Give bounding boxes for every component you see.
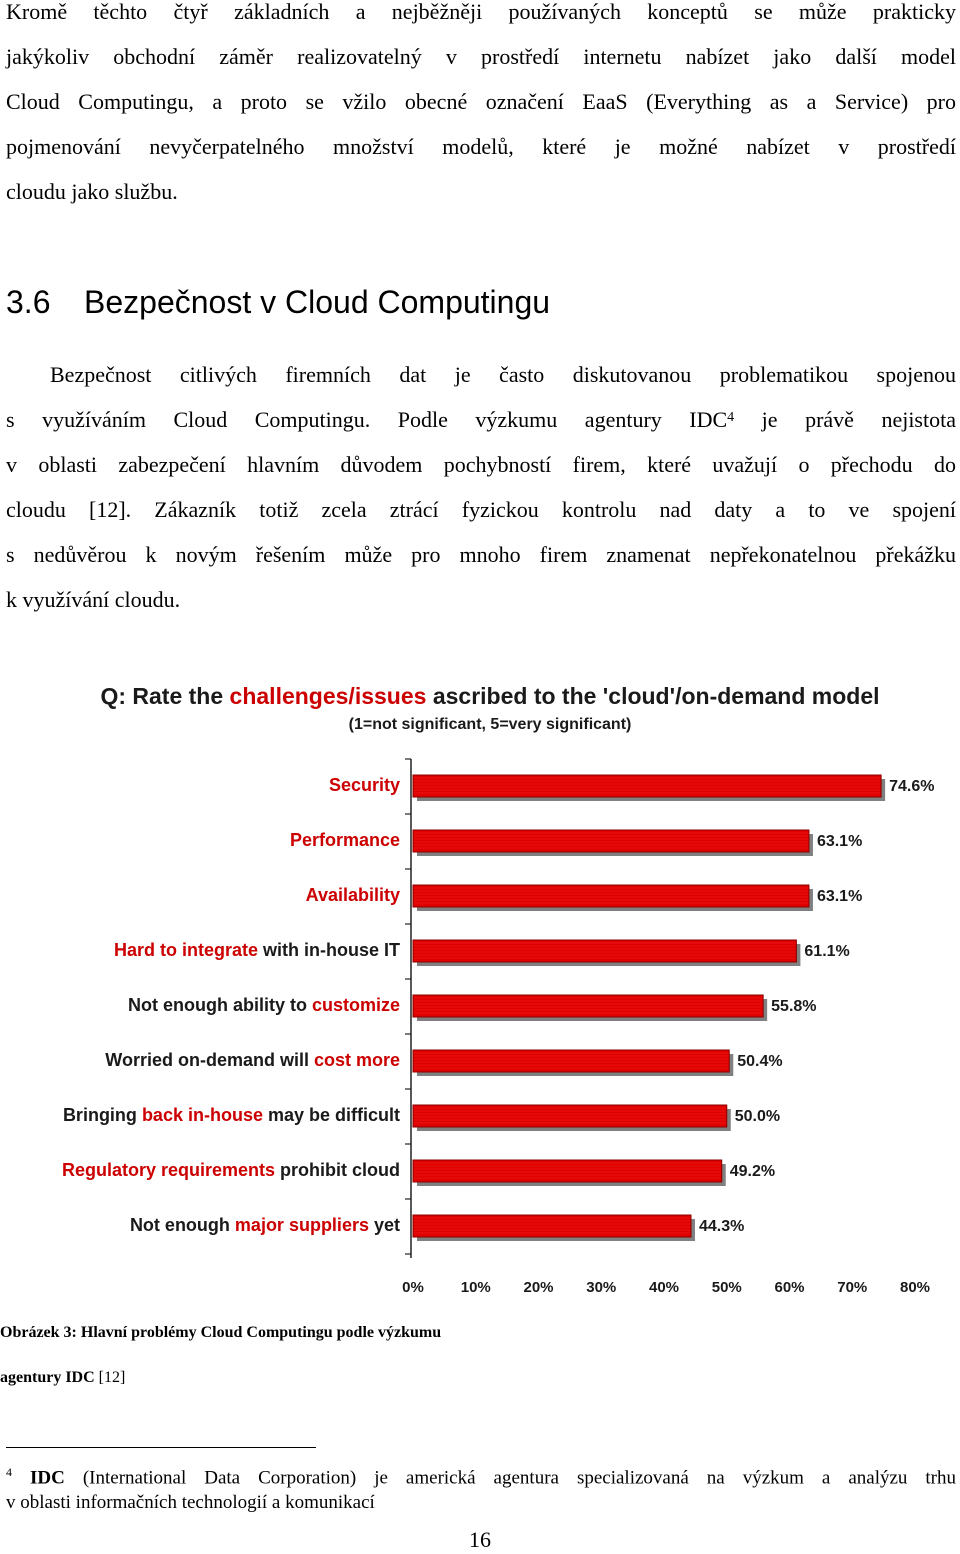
chart-title <box>100 683 879 709</box>
paragraph-eaas <box>6 0 956 214</box>
category-label <box>62 1160 400 1180</box>
x-tick-label: 60% <box>774 1279 805 1296</box>
category-label-part: Availability <box>305 885 400 905</box>
idc-challenges-chart <box>0 670 960 1310</box>
page-number: 16 <box>469 1527 491 1552</box>
text-line: Kromě těchto čtyř základních a nejběžněji používaných konceptů se může prakticky <box>6 0 956 24</box>
category-label-part: Security <box>328 775 400 795</box>
category-label <box>105 1050 400 1070</box>
data-label: 61.1% <box>804 943 850 960</box>
text-line: Cloud Computingu, a proto se vžilo obecné označení EaaS (Everything as a Service) pro <box>6 89 956 114</box>
text-line: pojmenování nevyčerpatelného množství modelů, které je možné nabízet v prostředí <box>6 134 956 159</box>
data-label: 44.3% <box>698 1218 745 1235</box>
category-label-part: Not enough <box>129 1215 235 1235</box>
paragraph-security <box>6 352 956 622</box>
category-label-part: may be difficult <box>262 1105 400 1125</box>
footnote-separator <box>6 1447 316 1448</box>
text-line: cloudu [12]. Zákazník totiž zcela ztrácí fyzickou kontrolu nad daty a to ve spojení <box>6 497 956 522</box>
data-label: 63.1% <box>816 833 863 850</box>
category-label-part: customize <box>311 995 400 1015</box>
text-line: k využívání cloudu. <box>6 587 181 612</box>
category-label-part: Not enough ability to <box>127 995 312 1015</box>
x-tick-label: 80% <box>899 1279 931 1296</box>
text-line: jakýkoliv obchodní záměr realizovatelný v prostředí internetu nabízet jako další model <box>6 44 956 69</box>
category-label <box>290 830 400 850</box>
category-label <box>306 885 400 905</box>
text-line: v oblasti zabezpečení hlavním důvodem pochybností firem, které uvažují o přechodu do <box>6 452 956 477</box>
bar <box>413 1050 729 1072</box>
category-label <box>130 1215 400 1235</box>
text-line: cloudu jako službu. <box>6 179 178 204</box>
figure-caption: Obrázek 3: Hlavní problémy Cloud Computingu podle výzkumu <box>0 1324 442 1341</box>
figure-caption-line2 <box>0 1369 125 1387</box>
x-tick-label: 40% <box>648 1279 680 1296</box>
category-label-part: yet <box>368 1215 400 1235</box>
footnote-text: (International Data Corporation) je americká agentura specializovaná na výzkum a analýzu trhu <box>64 1467 957 1489</box>
data-label: 55.8% <box>771 998 817 1015</box>
section-number: 3.6 <box>6 284 51 320</box>
category-label-part: prohibit cloud <box>275 1160 400 1180</box>
x-tick-label: 10% <box>460 1279 491 1296</box>
text-line <box>6 397 956 442</box>
category-label-part: major suppliers <box>234 1215 369 1235</box>
footnote-line: v oblasti informačních technologií a komunikací <box>6 1492 375 1514</box>
caption-bold: agentury IDC <box>0 1369 95 1386</box>
category-label-part: cost more <box>313 1050 400 1070</box>
category-label-part: Regulatory requirements <box>61 1160 276 1180</box>
category-label-part: Performance <box>289 830 400 850</box>
footnote-reference[interactable]: 4 <box>727 410 735 425</box>
section-heading <box>6 284 550 321</box>
data-label: 63.1% <box>816 888 863 905</box>
text-line: Bezpečnost citlivých firemních dat je často diskutovanou problematikou spojenou <box>50 362 956 387</box>
x-tick-label: 0% <box>402 1279 424 1296</box>
data-label: 74.6% <box>889 778 935 795</box>
data-label: 50.4% <box>737 1053 783 1070</box>
category-label-part: with in-house IT <box>258 940 400 960</box>
text-segment: je právě nejistota <box>734 407 956 432</box>
category-label-part: Hard to integrate <box>113 940 258 960</box>
data-label: 49.2% <box>729 1163 776 1180</box>
footnote-line <box>6 1460 956 1490</box>
category-label-part: Bringing <box>62 1105 142 1125</box>
chart-title-part: challenges/issues <box>229 683 427 709</box>
footnote-mark: 4 <box>6 1465 12 1479</box>
chart-subtitle: (1=not significant, 5=very significant) <box>348 716 632 733</box>
bar <box>413 1215 691 1237</box>
chart-title-part: Q: Rate the <box>100 683 230 709</box>
category-label-part: Worried on-demand will <box>105 1050 314 1070</box>
text-segment: s využíváním Cloud Computingu. Podle výzkumu agentury IDC <box>6 407 728 432</box>
footnote-term: IDC <box>30 1467 65 1489</box>
caption-citation: [12] <box>94 1369 126 1386</box>
category-label <box>128 995 400 1015</box>
data-label: 50.0% <box>734 1108 781 1125</box>
text-line: s nedůvěrou k novým řešením může pro mnoho firem znamenat nepřekonatelnou překážku <box>6 542 956 567</box>
chart-title-part: ascribed to the 'cloud'/on-demand model <box>426 683 880 709</box>
chart-canvas <box>0 670 960 1310</box>
footnote <box>6 1460 956 1515</box>
x-tick-label: 50% <box>711 1279 742 1296</box>
bar <box>413 1160 722 1182</box>
x-tick-label: 30% <box>586 1279 617 1296</box>
bar <box>413 1105 727 1127</box>
section-title: Bezpečnost v Cloud Computingu <box>84 284 551 320</box>
x-tick-label: 20% <box>523 1279 554 1296</box>
category-label <box>63 1105 400 1125</box>
x-tick-label: 70% <box>837 1279 868 1296</box>
category-label <box>114 940 400 960</box>
category-label <box>329 775 400 795</box>
category-label-part: back in-house <box>141 1105 263 1125</box>
